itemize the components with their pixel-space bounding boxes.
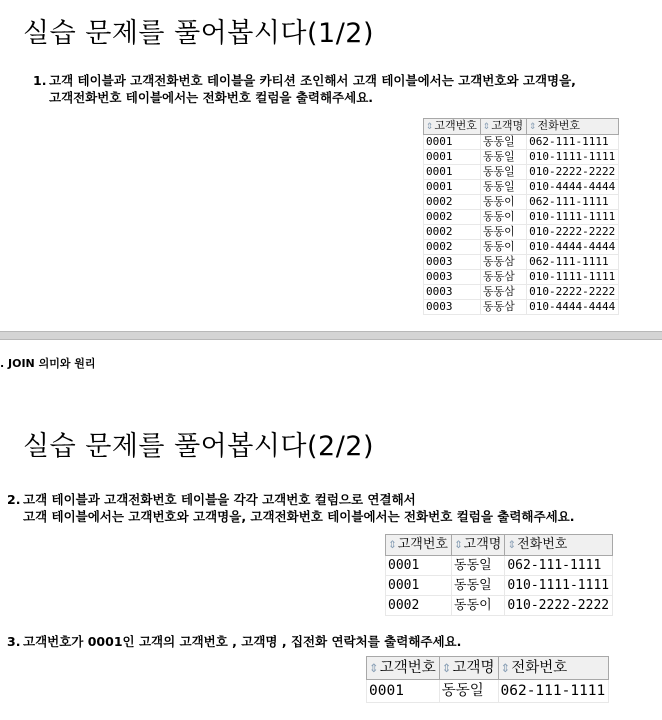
column-header-label: 고객명 (463, 537, 502, 552)
table-cell: 동동일 (480, 165, 526, 180)
table-cell: 0001 (367, 680, 440, 703)
sort-icon[interactable]: ⇕ (369, 661, 379, 675)
column-header-label: 전화번호 (537, 119, 581, 132)
table-cell: 0001 (386, 576, 452, 596)
question-3-number: 3. (7, 634, 21, 649)
table-row (424, 180, 619, 195)
result-table-3 (366, 656, 609, 703)
column-header[interactable] (367, 657, 440, 680)
table-cell: 010-2222-2222 (527, 285, 619, 300)
question-1-number: 1. (33, 73, 47, 88)
slide2-title: 실습 문제를 풀어봅시다(2/2) (23, 431, 375, 462)
table-cell: 062-111-1111 (527, 255, 619, 270)
column-header[interactable] (451, 535, 504, 556)
column-header[interactable] (505, 535, 613, 556)
table-cell: 0001 (386, 556, 452, 576)
table-cell: 010-4444-4444 (527, 180, 619, 195)
table-cell: 0003 (424, 270, 481, 285)
column-header-label: 고객명 (452, 660, 495, 676)
table-row (386, 576, 613, 596)
table-row (424, 165, 619, 180)
table-cell: 0003 (424, 300, 481, 315)
column-header-label: 고객번호 (397, 537, 448, 552)
sort-icon[interactable]: ⇕ (453, 539, 463, 551)
sort-icon[interactable]: ⇕ (529, 122, 537, 132)
table-cell: 062-111-1111 (527, 135, 619, 150)
table-row (424, 255, 619, 270)
question-2-line1: 고객 테이블과 고객전화번호 테이블을 각각 고객번호 컬럼으로 연결해서 (23, 492, 416, 507)
table-3-header-row (367, 657, 609, 680)
column-header[interactable] (527, 119, 619, 135)
column-header-label: 고객번호 (434, 119, 477, 132)
table-cell: 0001 (424, 165, 481, 180)
table-3-body (367, 680, 609, 703)
question-1-line1: 고객 테이블과 고객전화번호 테이블을 카티션 조인해서 고객 테이블에서는 고객번호와 고객명을, (49, 73, 576, 88)
table-cell: 0003 (424, 285, 481, 300)
table-1-header-row (424, 119, 619, 135)
column-header[interactable] (386, 535, 452, 556)
table-row (424, 270, 619, 285)
table-cell: 0003 (424, 255, 481, 270)
question-1-line2: 고객전화번호 테이블에서는 전화번호 컬럼을 출력해주세요. (49, 90, 374, 105)
table-cell: 동동일 (480, 150, 526, 165)
result-table-2 (385, 534, 613, 616)
sort-icon[interactable]: ⇕ (482, 122, 491, 132)
table-cell: 동동이 (480, 210, 526, 225)
column-header[interactable] (424, 119, 481, 135)
column-header-label: 전화번호 (517, 537, 568, 552)
table-1-body (424, 135, 619, 315)
question-2 (7, 491, 574, 525)
result-table-1 (423, 118, 619, 315)
table-cell: 동동일 (439, 680, 498, 703)
table-cell: 062-111-1111 (498, 680, 609, 703)
table-row (424, 240, 619, 255)
sort-icon[interactable]: ⇕ (426, 122, 434, 132)
sort-icon[interactable]: ⇕ (441, 661, 452, 675)
table-cell: 0001 (424, 135, 481, 150)
question-1 (33, 72, 576, 106)
table-cell: 동동일 (480, 180, 526, 195)
table-cell: 0001 (424, 180, 481, 195)
table-cell: 010-1111-1111 (505, 576, 613, 596)
table-cell: 동동일 (480, 135, 526, 150)
table-2-header-row (386, 535, 613, 556)
slide-divider (0, 331, 662, 340)
table-row (424, 300, 619, 315)
table-cell: 010-2222-2222 (527, 165, 619, 180)
sort-icon[interactable]: ⇕ (500, 661, 511, 675)
table-row (424, 285, 619, 300)
question-2-line2: 고객 테이블에서는 고객번호와 고객명을, 고객전화번호 테이블에서는 전화번호 컬럼을 출력해주세요. (23, 509, 575, 524)
table-cell: 0001 (424, 150, 481, 165)
table-cell: 동동삼 (480, 270, 526, 285)
sort-icon[interactable]: ⇕ (507, 539, 517, 551)
sort-icon[interactable]: ⇕ (388, 539, 397, 551)
slide1-title: 실습 문제를 풀어봅시다(1/2) (23, 18, 375, 49)
table-cell: 0002 (424, 225, 481, 240)
table-row (424, 195, 619, 210)
table-cell: 동동이 (480, 225, 526, 240)
table-cell: 0002 (386, 596, 452, 616)
section-label: . JOIN 의미와 원리 (0, 357, 96, 370)
column-header-label: 전화번호 (511, 660, 568, 676)
table-cell: 동동일 (451, 556, 504, 576)
table-cell: 010-4444-4444 (527, 300, 619, 315)
question-3-line: 고객번호가 0001인 고객의 고객번호 , 고객명 , 집전화 연락처를 출력해주세요. (23, 634, 462, 649)
table-cell: 동동이 (480, 195, 526, 210)
table-cell: 동동일 (451, 576, 504, 596)
question-2-number: 2. (7, 492, 21, 507)
table-cell: 010-1111-1111 (527, 270, 619, 285)
table-row (424, 135, 619, 150)
table-row (367, 680, 609, 703)
table-cell: 062-111-1111 (505, 556, 613, 576)
table-cell: 0002 (424, 210, 481, 225)
table-cell: 010-1111-1111 (527, 150, 619, 165)
question-3 (7, 633, 461, 650)
table-cell: 동동삼 (480, 255, 526, 270)
table-cell: 동동이 (451, 596, 504, 616)
column-header-label: 고객번호 (379, 660, 436, 676)
table-cell: 동동이 (480, 240, 526, 255)
table-row (424, 210, 619, 225)
table-cell: 010-2222-2222 (505, 596, 613, 616)
table-row (424, 225, 619, 240)
table-row (424, 150, 619, 165)
column-header[interactable] (498, 657, 609, 680)
table-cell: 동동삼 (480, 300, 526, 315)
column-header[interactable] (480, 119, 526, 135)
table-cell: 동동삼 (480, 285, 526, 300)
table-cell: 0002 (424, 240, 481, 255)
table-2-body (386, 556, 613, 616)
table-cell: 010-1111-1111 (527, 210, 619, 225)
table-cell: 010-4444-4444 (527, 240, 619, 255)
column-header[interactable] (439, 657, 498, 680)
table-row (386, 556, 613, 576)
table-cell: 010-2222-2222 (527, 225, 619, 240)
table-cell: 0002 (424, 195, 481, 210)
table-cell: 062-111-1111 (527, 195, 619, 210)
table-row (386, 596, 613, 616)
column-header-label: 고객명 (491, 119, 524, 132)
